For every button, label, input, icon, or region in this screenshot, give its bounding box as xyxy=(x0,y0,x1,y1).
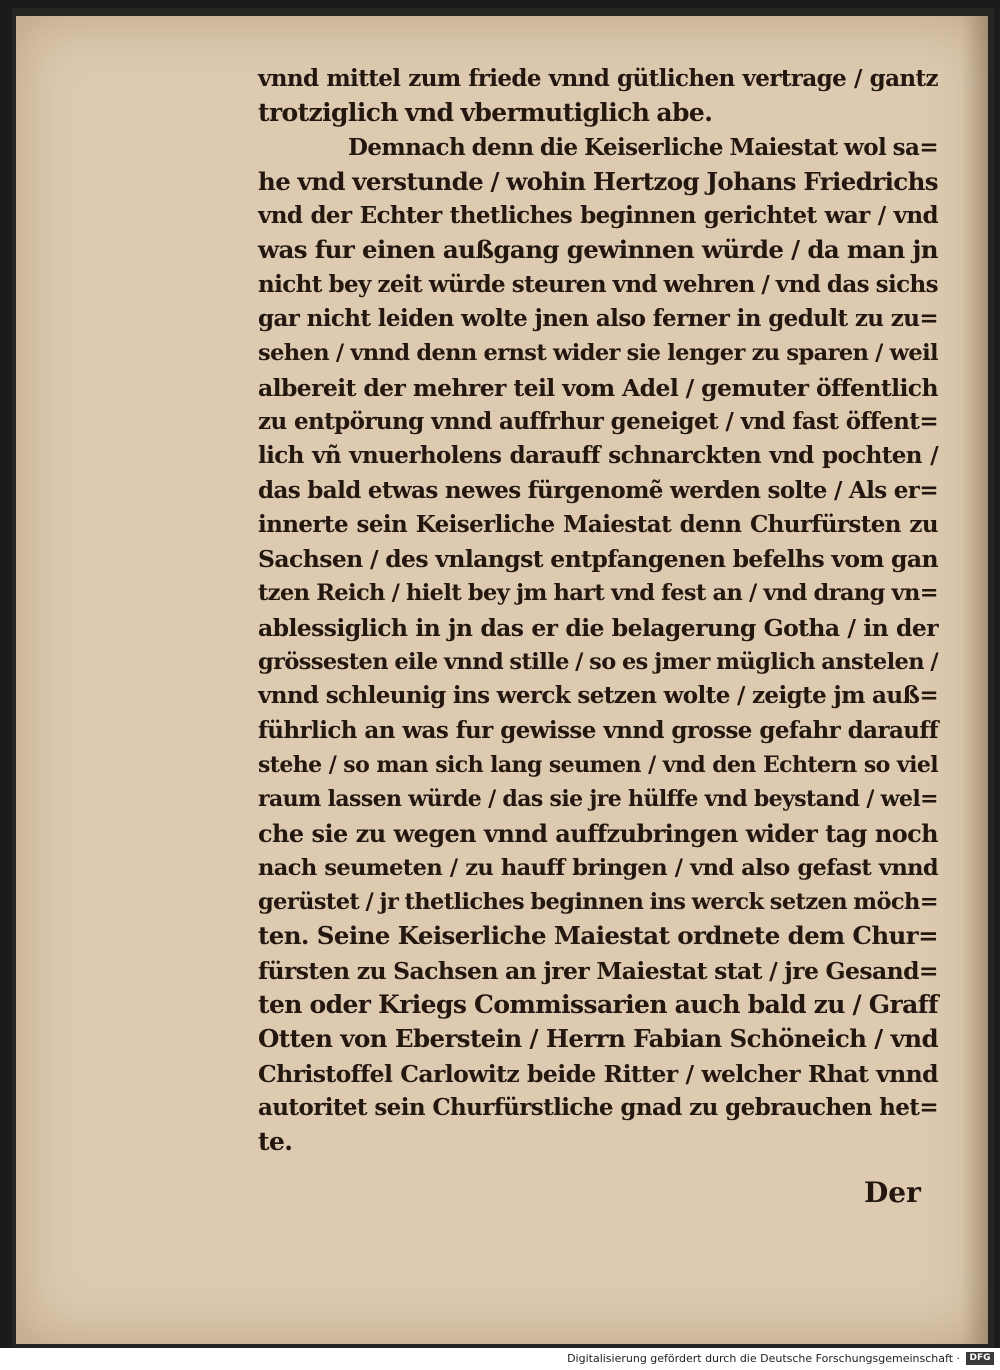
text-line: trotziglich vnd vbermutiglich abe. xyxy=(258,98,713,128)
text-line: sehen / vnnd denn ernst wider sie lenger zu sparen / weil xyxy=(258,340,938,367)
text-line: fürsten zu Sachsen an jrer Maiestat stat / jre Gesand= xyxy=(258,956,938,985)
text-line: gar nicht leiden wolte jnen also ferner in gedult zu zu= xyxy=(258,305,938,333)
text-line: te. xyxy=(258,1127,293,1157)
text-line: führlich an was fur gewisse vnnd grosse gefahr darauff xyxy=(258,716,938,744)
page-text-block xyxy=(258,62,938,1160)
text-line: raum lassen würde / das sie jre hülffe vnd beystand / wel= xyxy=(258,786,938,813)
text-line: Christoffel Carlowitz beide Ritter / welcher Rhat vnnd xyxy=(258,1059,938,1088)
text-line: nicht bey zeit würde steuren vnd wehren / vnd das sichs xyxy=(258,270,938,298)
text-line: lich vñ vnuerholens darauff schnarckten vnd pochten / xyxy=(258,442,938,470)
text-line: Otten von Eberstein / Herrn Fabian Schöneich / vnd xyxy=(258,1024,938,1054)
catchword: Der xyxy=(864,1176,921,1209)
text-line: das bald etwas newes fürgenomẽ werden solte / Als er= xyxy=(258,476,938,504)
text-line: he vnd verstunde / wohin Hertzog Johans Friedrichs xyxy=(258,166,938,196)
dfg-credit-text: Digitalisierung gefördert durch die Deutsche Forschungsgemeinschaft · xyxy=(567,1352,960,1365)
page-edge-shadow xyxy=(962,16,988,1344)
text-line: grössesten eile vnnd stille / so es jmer müglich anstelen / xyxy=(258,649,938,676)
text-line: tzen Reich / hielt bey jm hart vnd fest an / vnd drang vn= xyxy=(258,580,938,607)
text-line: innerte sein Keiserliche Maiestat denn Churfürsten zu xyxy=(258,510,938,538)
text-line: albereit der mehrer teil vom Adel / gemuter öffentlich xyxy=(258,373,938,402)
text-line: vnnd mittel zum friede vnnd gütlichen vertrage / gantz xyxy=(258,65,938,92)
text-line: stehe / so man sich lang seumen / vnd den Echtern so viel xyxy=(258,751,938,778)
text-line: ten oder Kriegs Commissarien auch bald zu / Graff xyxy=(258,990,938,1020)
text-line: ablessiglich in jn das er die belagerung Gotha / in der xyxy=(258,613,938,642)
text-line: Demnach denn die Keiserliche Maiestat wol sa= xyxy=(348,133,938,161)
dfg-logo: DFG xyxy=(966,1352,994,1365)
text-line: was fur einen außgang gewinnen würde / da man jn xyxy=(258,235,938,265)
text-line: vnnd schleunig ins werck setzen wolte / zeigte jm auß= xyxy=(258,682,938,710)
text-line: che sie zu wegen vnnd auffzubringen wider tag noch xyxy=(258,818,938,848)
text-line: gerüstet / jr thetliches beginnen ins werck setzen möch= xyxy=(258,889,938,916)
text-line: Sachsen / des vnlangst entpfangenen befelhs vom gan xyxy=(258,545,938,574)
text-line: nach seumeten / zu hauff bringen / vnd also gefast vnnd xyxy=(258,854,938,881)
text-line: ten. Seine Keiserliche Maiestat ordnete dem Chur= xyxy=(258,921,938,951)
text-line: autoritet sein Churfürstliche gnad zu gebrauchen het= xyxy=(258,1093,938,1121)
text-line: zu entpörung vnnd auffrhur geneiget / vnd fast öffent= xyxy=(258,407,938,435)
text-line: vnd der Echter thetliches beginnen gerichtet war / vnd xyxy=(258,202,938,230)
